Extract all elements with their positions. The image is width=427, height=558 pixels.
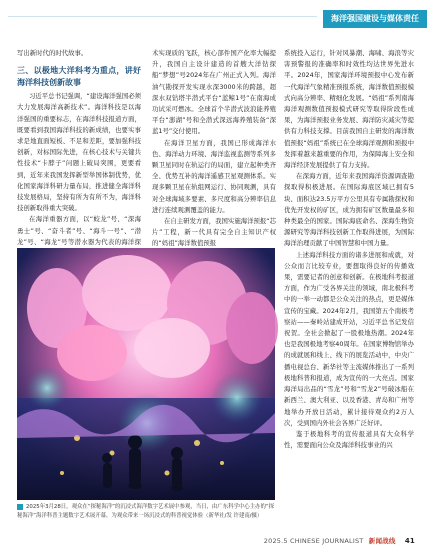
text-column-1 xyxy=(17,48,141,248)
caption-marker xyxy=(17,504,23,510)
paragraph: 在海洋卫星方面，我国已形成海洋水色、海洋动力环境、海洋监视监测等系列多颗卫星同时在轨运行的局面，建立起种类齐全、优势互补的海洋遥感卫星观测体系。实现多颗卫星在轨组网运行、协同观测，具有对全球海域多要素、多尺度和高分辨率信息进行连续观测覆盖的能力。 xyxy=(152,138,276,214)
photo-caption xyxy=(17,503,275,520)
paragraph: 上述海洋科技方面的诸多进展和成就，对公众而言比较专业，要想取得良好的传播效果，需要记者的创意和创新。在极地科考报道方面，作为广受各界关注的领域，南北极科考中的一举一动都是公众关注的热点，更是媒体宣传的宝藏。2024年2月，我国第五个南极考察站——秦岭站建成开站，习近平总书记发信祝贺。全社会掀起了一股极地热潮。2024年也是我国极地考察40周年。在国家博物馆举办的成就展和线上、线下的展览活动中，中央广播电视总台、新华社等主流媒体推出了一系列极地科普和报道，成为宣传的一大亮点。国家海洋局出品的“雪龙”号和“雪龙2”号破冰船在新西兰、澳大利亚、以及香港、青岛和广州等地举办开放日活动，累计接待观众约2万人次，受到国内外社会各界广泛好评。 xyxy=(284,250,414,427)
ocean-art-illustration xyxy=(17,248,275,500)
paragraph: 鉴于极地科考的宣传报道具有大众科学性，需要面向公众及海洋科技事业的兴 xyxy=(284,429,414,450)
exhibition-photo xyxy=(17,248,275,500)
column-title: 海洋强国建设与媒体责任 xyxy=(323,10,427,28)
paragraph: 在海洋重器方面，以“蛟龙”号、“深海勇士”号、“奋斗者”号、“海斗一号”、“潜龙”号、“海龙”号等潜水器为代表的海洋探 xyxy=(17,215,141,246)
issue-label: 2025.5 CHINESE JOURNALIST xyxy=(263,537,364,545)
caption-text: 2025年3月28日，观众在“探秘海洋”的沉浸式海洋数字艺术展中参观，当日，由广东科学中心主办的“探秘海洋”海洋科普主题数字艺术展开幕，为观众带来一场沉浸式的科普视觉体验（新华社/发 许建南/摄） xyxy=(17,504,275,519)
paragraph: 术实现质的飞跃，核心部件国产化率大幅提升，我国自主设计建造的首艘大洋钻探船“梦想”号2024年在广州正式入列。海洋油气勘探开发实现水深3000米的跨越，超深水双钻塔半潜式平台“蓝鲸1号”在南海成功试采可燃冰。全球首个半潜式波浪能养殖平台“澎湖”号和全潜式深远海养殖装备“深蓝1号”交付使用。 xyxy=(152,49,276,136)
text-column-3 xyxy=(284,48,414,500)
header-rule xyxy=(8,16,317,17)
magazine-logo: 新闻战线 xyxy=(368,537,396,545)
paragraph: 写出新时代的时代故事。 xyxy=(17,49,88,57)
page-number: 41 xyxy=(404,537,415,545)
paragraph: 习近平总书记强调，“建设海洋强国必须大力发展海洋高新技术”。海洋科技是以海洋强国的重要标志，在海洋科技报道方面，既要看到我国海洋科技的新成绩，也要实事求是地直面短板、不足和差距，要加强科技创新，对标国际先进，在核心技术与关键共性技术“卡脖子”问题上破局突围，更要看到，近年来我国发挥新型举国体制优势，优化国家海洋科研力量布局，推进健全海洋科技发展格局，坚持有所为有所不为，海洋科技创新取得重大突破。 xyxy=(17,92,141,213)
paragraph: 系统投入运行，针对风暴潮、海啸、海浪等灾害预警报的准确率和时效性均达世界先进水平。2024年，国家海洋环境预报中心发布新一代海洋气象精准预报系统，海洋数值预报模式向高分辨率、精细化发展。“妈祖”系列南海海洋观测数值预报模式研究等取得阶段性成果，为海洋预报业务发展、海洋防灾减灾等提供有力科技支撑。目前我国自主研发的海洋数值预报“妈祖”系统已在全球海洋观测和预报中发挥着越来越重要的作用，为保障海上安全和海洋经济发展提供了有力支持。 xyxy=(284,49,414,170)
page-header xyxy=(0,0,427,34)
section-title: 三、以极地大洋科考为重点，讲好海洋科技创新故事 xyxy=(17,66,141,87)
paragraph: 在自主研发方面，我国实施海洋预报“芯片”工程，新一代具有完全自主知识产权的“妈祖”海洋数值预报 xyxy=(152,217,276,248)
page-footer xyxy=(0,528,427,552)
paragraph: 在深海方面，近年来我国海洋资源调查勘探取得积极进展。在国际海底区域已拥有5块、面积达23.5万平方公里具有专属勘探权和优先开发权的矿区，成为拥有矿区数量最多和种类最全的国家。国际海底命名、深海生物资源研究等海洋科技创新工作取得进展，为国际海洋治理贡献了中国智慧和中国力量。 xyxy=(284,172,414,248)
text-column-2 xyxy=(152,48,276,248)
footer-info xyxy=(264,536,415,545)
